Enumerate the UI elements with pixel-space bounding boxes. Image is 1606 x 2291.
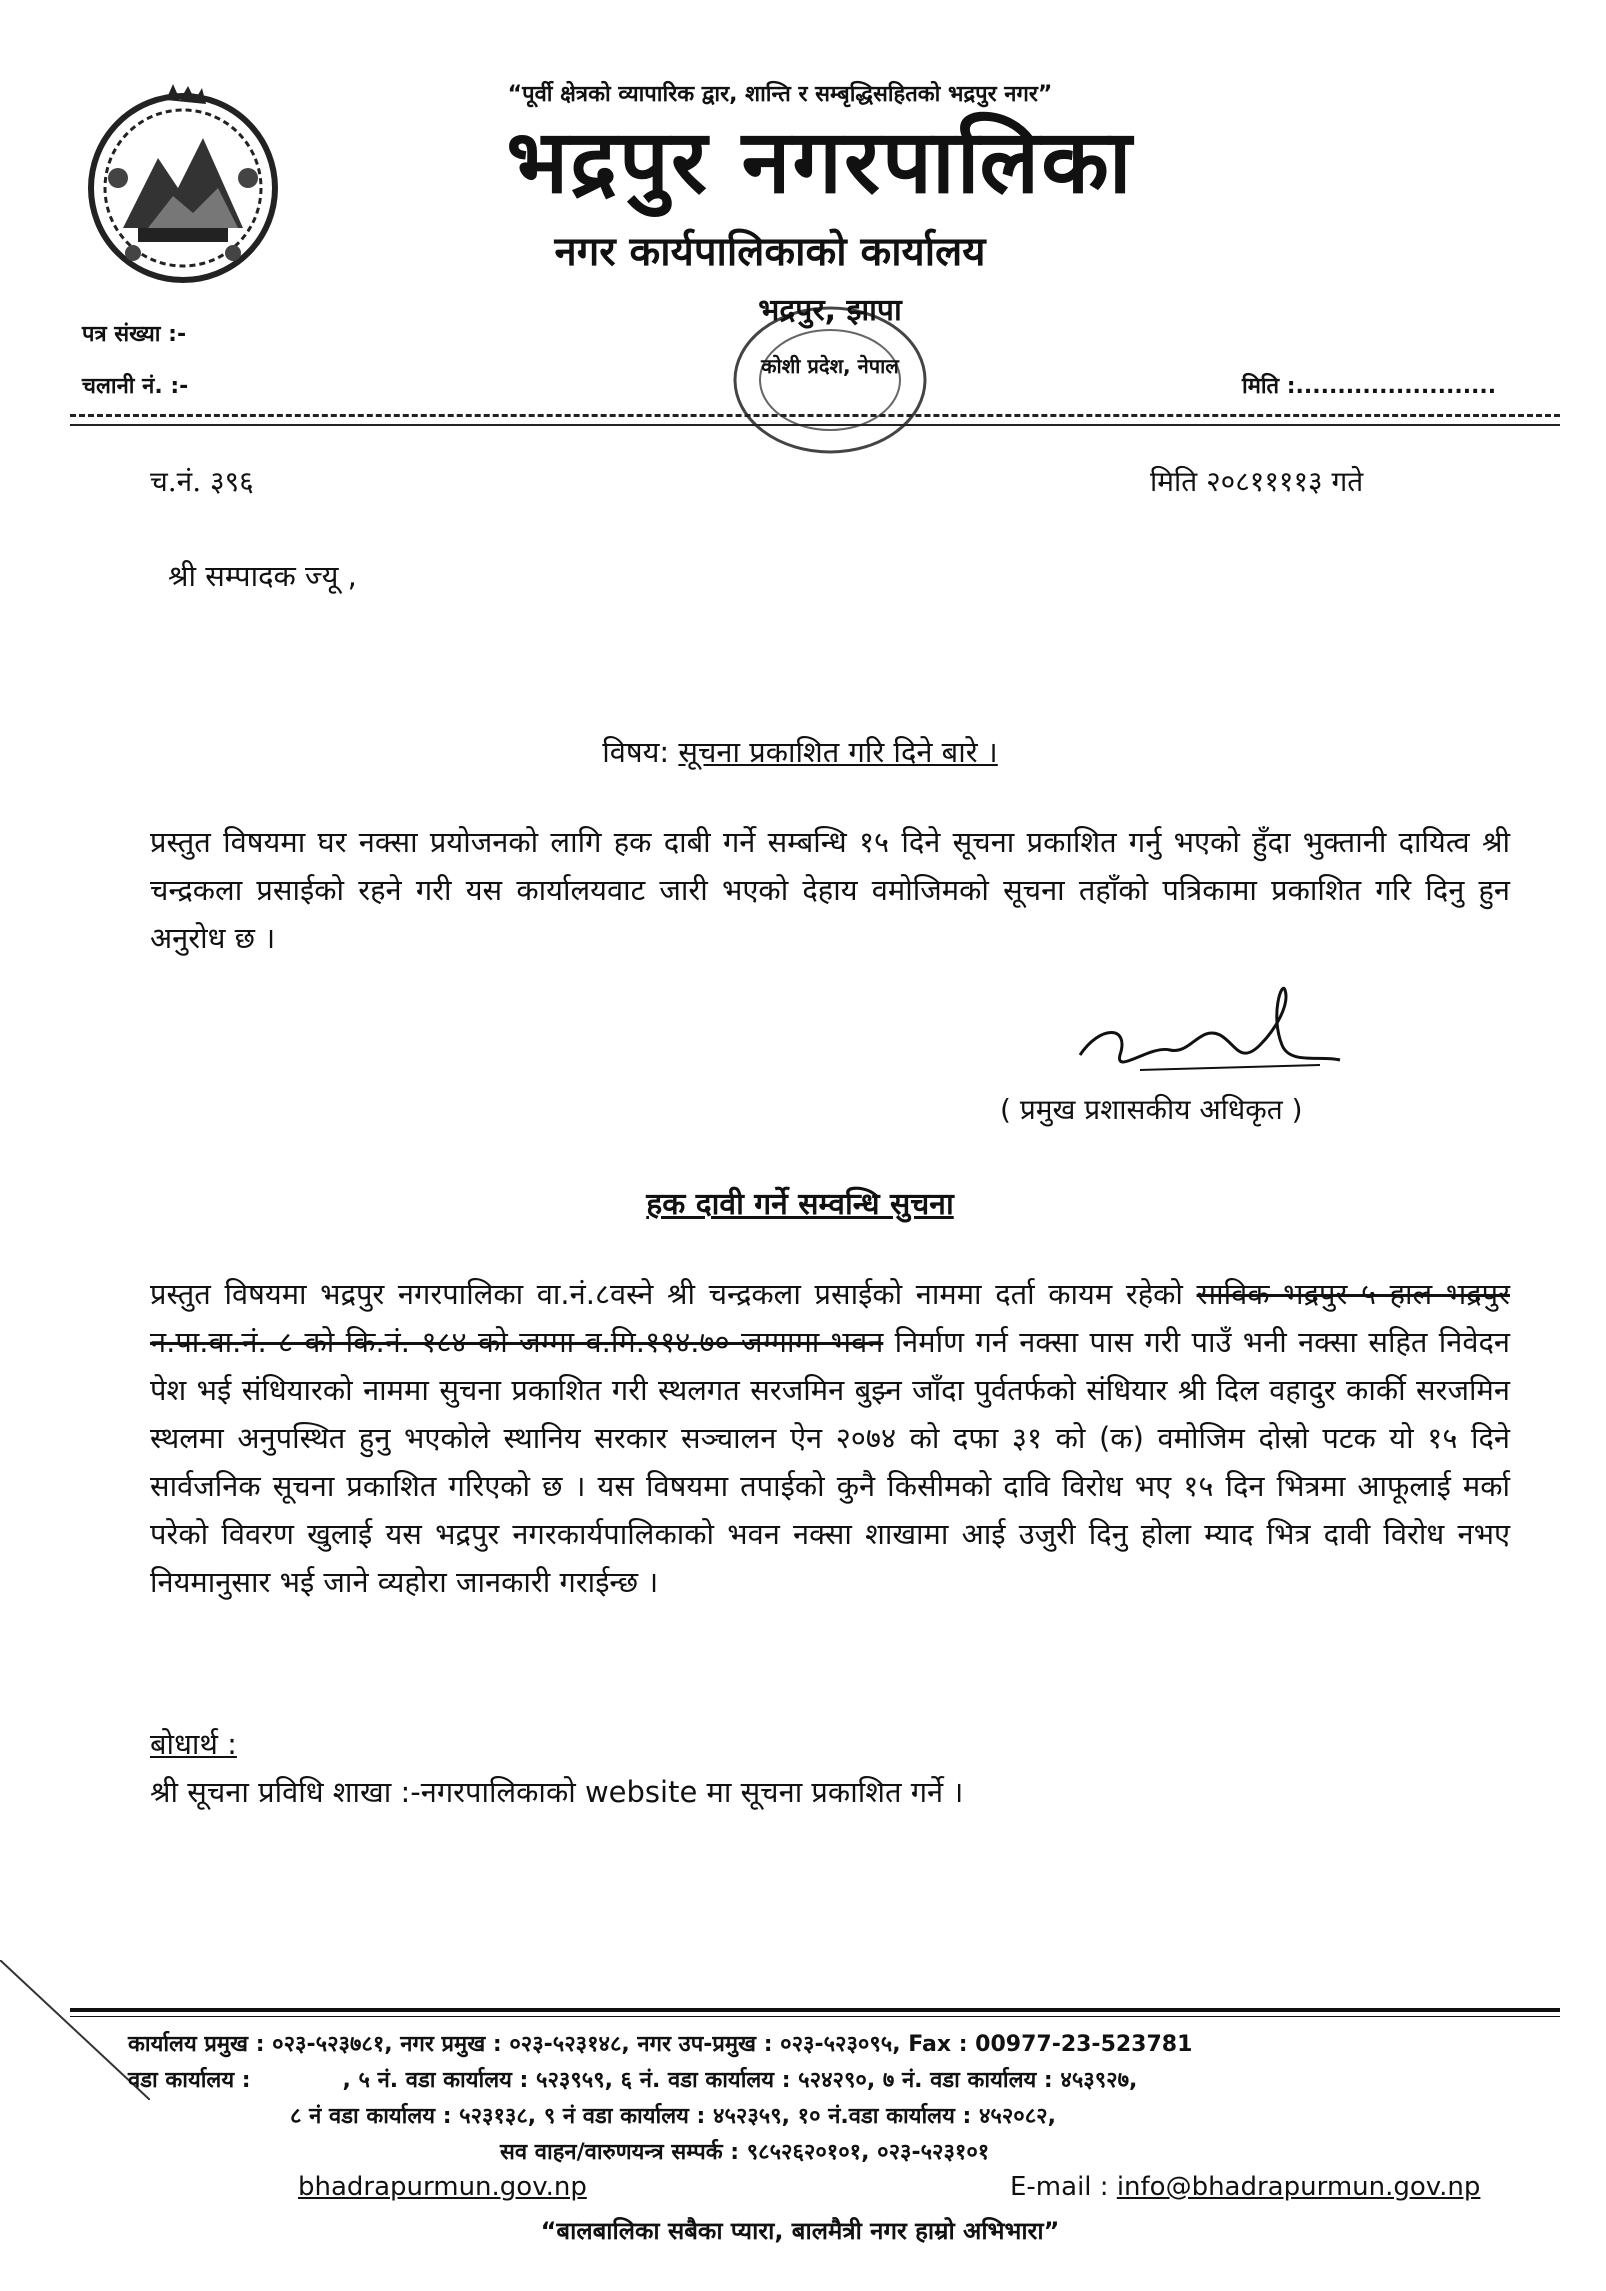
stamp-location-line1: भद्रपुर, झापा (758, 293, 902, 328)
header-motto: “पूर्वी क्षेत्रको व्यापारिक द्वार, शान्ति र सम्बृद्धिसहितको भद्रपुर नगर” (507, 82, 1053, 107)
subject-line (200, 728, 1400, 776)
footer-email (1010, 2172, 1480, 2202)
footer-website (298, 2172, 587, 2202)
stamp-location-line2: कोशी प्रदेश, नेपाल (761, 354, 899, 378)
letter-paragraph: प्रस्तुत विषयमा घर नक्सा प्रयोजनको लागि हक दाबी गर्ने सम्बन्धि १५ दिने सूचना प्रकाशित गर्नु भएको हुँदा भुक्तानी दायित्व श्री चन्द्रकला प्रसाईको रहने गरी यस कार्यालयवाट जारी भएको देहाय वमोजिमको सूचना तहाँको पत्रिकामा प्रकाशित गरि दिनु हुन अनुरोध छ । (150, 825, 1510, 955)
footer-motto: “बालबालिका सबैका प्यारा, बालमैत्री नगर हाम्रो अभिभारा” (540, 2217, 1060, 2245)
letter-date: मिति २०८११११३ गते (1150, 465, 1364, 498)
cc-label: बोधार्थ : (150, 1727, 237, 1761)
nepal-emblem-logo (78, 78, 288, 288)
office-name-title: भद्रपुर नगरपालिका (506, 110, 1134, 213)
cc-item: श्री सूचना प्रविधि शाखा :-नगरपालिकाको website मा सूचना प्रकाशित गर्ने । (150, 1775, 964, 1809)
handwritten-dispatch-number: च.नं. ३९६ (150, 465, 254, 498)
email-label: E-mail : (1010, 2172, 1109, 2202)
website-link[interactable]: bhadrapurmun.gov.np (298, 2172, 587, 2202)
email-link[interactable]: info@bhadrapurmun.gov.np (1116, 2172, 1481, 2202)
footer-divider (70, 2008, 1560, 2012)
dispatch-number-label: चलानी नं. :- (82, 374, 189, 399)
footer-contacts-line3: ८ नं वडा कार्यालय : ५२३१३८, ९ नं वडा कार्यालय : ४५२३५९, १० नं.वडा कार्यालय : ४५२०८२, (290, 2104, 1056, 2129)
footer-contacts-line1: कार्यालय प्रमुख : ०२३-५२३७८१, नगर प्रमुख : ०२३-५२३१४८, नगर उप-प्रमुख : ०२३-५२३०९५, Fax : 00977-23-523781 (128, 2032, 1193, 2057)
reference-number-label: पत्र संख्या :- (82, 322, 187, 347)
salutation: श्री सम्पादक ज्यू , (168, 559, 357, 593)
notice-struck-text: साविक भद्रपुर ५ हाल भद्रपुर न.पा.वा.नं. ८ को कि.नं. १८४ को जम्मा व.मि.११४.७० जग्गामा भवन (150, 1277, 1510, 1359)
notice-title: हक दावी गर्ने सम्वन्धि सुचना (646, 1187, 954, 1222)
office-subtitle: नगर कार्यपालिकाको कार्यालय (554, 229, 986, 275)
footer-contacts-line4: सव वाहन/वारुणयन्त्र सम्पर्क : ९८५२६२०१०१, ०२३-५२३१०१ (500, 2140, 990, 2165)
notice-paragraph (150, 1270, 1510, 1606)
handwritten-signature (1020, 985, 1420, 1155)
header-divider (70, 414, 1560, 417)
notice-text-part2: निर्माण गर्न नक्सा पास गरी पाउँ भनी नक्सा सहित निवेदन पेश भई संधियारको नाममा सुचना प्रकाशित गरी स्थलगत सरजमिन बुझ्न जाँदा पुर्वतर्फको संधियार श्री दिल वहादुर कार्की सरजमिन स्थलमा अनुपस्थित हुनु भएकोले स्थानिय सरकार सञ्चालन ऐन २०७४ को दफा ३१ को (क) वमोजिम दोस्रो पटक यो १५ दिने सार्वजनिक सूचना प्रकाशित गरिएको छ । यस विषयमा तपाईको कुनै किसीमको दावि विरोध भए १५ दिन भित्रमा आफूलाई मर्का परेको विवरण खुलाई यस भद्रपुर नगरकार्यपालिकाको भवन नक्सा शाखामा आई उजुरी दिनु होला म्याद भित्र दावी विरोध नभए नियमानुसार भई जाने व्यहोरा जानकारी गराईन्छ । (150, 1325, 1510, 1599)
notice-text-part1: प्रस्तुत विषयमा भद्रपुर नगरपालिका वा.नं.८वस्ने श्री चन्द्रकला प्रसाईको नाममा दर्ता कायम रहेको (150, 1277, 1197, 1311)
subject-text: सूचना प्रकाशित गरि दिने बारे । (678, 735, 998, 769)
signature-caption: ( प्रमुख प्रशासकीय अधिकृत ) (1000, 1093, 1303, 1126)
subject-prefix: विषय: (602, 735, 670, 769)
header-divider-solid (70, 424, 1560, 426)
footer-contacts-line2: वडा कार्यालय : , ५ नं. वडा कार्यालय : ५२३९५९, ६ नं. वडा कार्यालय : ५२४२९०, ७ नं. वडा कार्यालय : ४५३९२७, (128, 2068, 1138, 2093)
date-label: मिति :........................ (1242, 374, 1497, 399)
footer-divider-thin (70, 2016, 1560, 2017)
